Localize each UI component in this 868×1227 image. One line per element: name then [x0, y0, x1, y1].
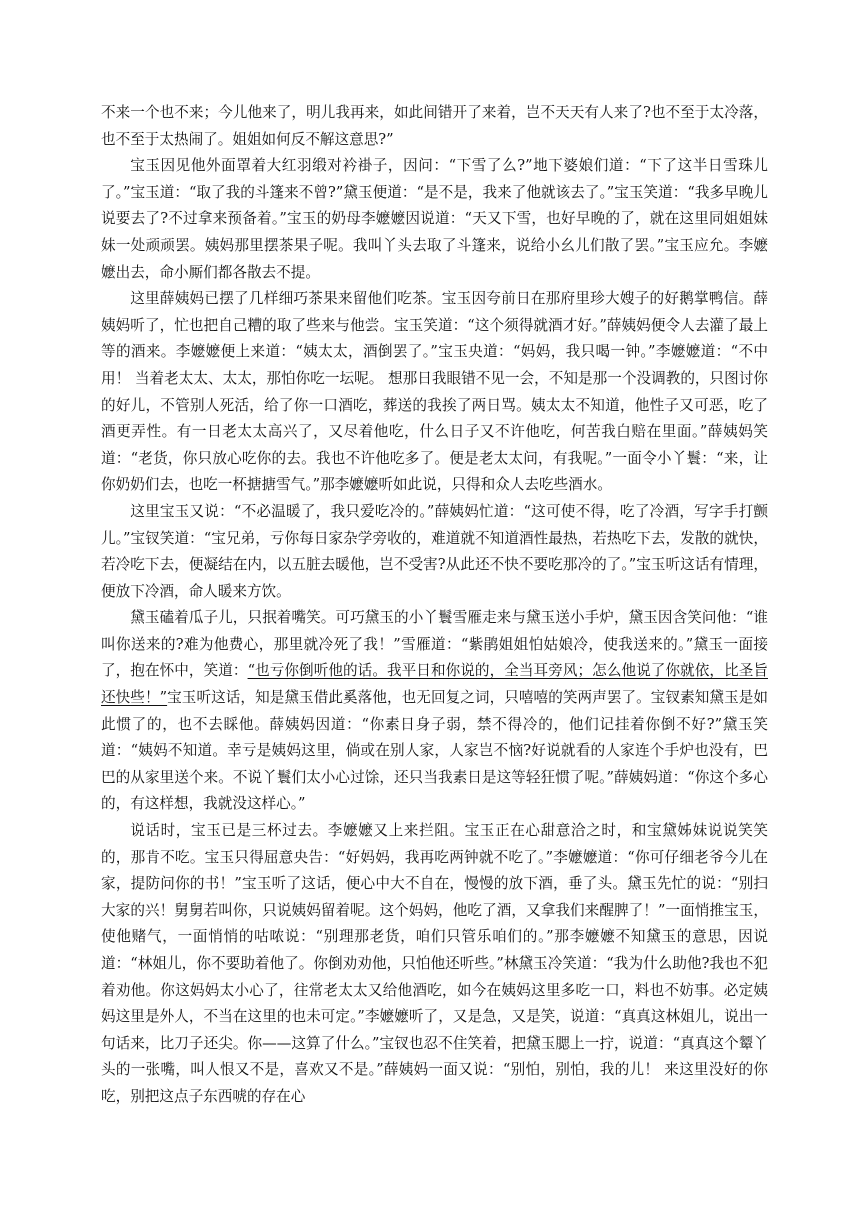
underlined-quote: “也亏你倒听他的话。我平日和你说的，全当耳旁风；怎么他说了你就依，比圣旨还快些！” [101, 662, 768, 707]
text-run: 说话时，宝玉已是三杯过去。李嬷嬷又上来拦阻。宝玉正在心甜意洽之时，和宝黛姊妹说说笑笑的，那肯不吃。宝玉只得屈意央告：“好妈妈，我再吃两钟就不吃了。”李嬷嬷道：“你可仔细老爷今儿在家，提防问你的书！”宝玉听了这话，便心中大不自在，慢慢的放下酒，垂了头。黛玉先忙的说：“别扫大家的兴！舅舅若叫你，只说姨妈留着呢。这个妈妈，他吃了酒，又拿我们来醒脾了！”一面悄推宝玉，使他赌气，一面悄悄的咕哝说：“别理那老货，咱们只管乐咱们的。”那李嬷嬷不知黛玉的意思，因说道：“林姐儿，你不要助着他了。你倒劝劝他，只怕他还听些。”林黛玉冷笑道：“我为什么助他?我也不犯着劝他。你这妈妈太小心了，往常老太太又给他酒吃，如今在姨妈这里多吃一口，料也不妨事。必定姨妈这里是外人，不当在这里的也未可定。”李嬷嬷听了，又是急，又是笑，说道：“真真这林姐儿，说出一句话来，比刀子还尖。你——这算了什么。”宝钗也忍不住笑着，把黛玉腮上一拧，说道：“真真这个颦丫头的一张嘴，叫人恨又不是，喜欢又不是。”薛姨妈一面又说：“别怕，别怕，我的儿！ 来这里没好的你吃，别把这点子东西唬的存在心 [101, 822, 768, 1105]
paragraph [101, 499, 768, 605]
paragraph [101, 286, 768, 499]
text-run: 这里薛姨妈已摆了几样细巧茶果来留他们吃茶。宝玉因夸前日在那府里珍大嫂子的好鹅掌鸭信。薛姨妈听了，忙也把自己糟的取了些来与他尝。宝玉笑道：“这个须得就酒才好。”薛姨妈便令人去灌了最上等的酒来。李嬷嬷便上来道：“姨太太，酒倒罢了。”宝玉央道：“妈妈，我只喝一钟。”李嬷嬷道：“不中用！ 当着老太太、太太，那怕你吃一坛呢。 想那日我眼错不见一会，不知是那一个没调教的，只图讨你的好儿，不管别人死活，给了你一口酒吃，葬送的我挨了两日骂。姨太太不知道，他性子又可恶，吃了酒更弄性。有一日老太太高兴了，又尽着他吃，什么日子又不许他吃，何苦我白赔在里面。”薛姨妈笑道：“老货，你只放心吃你的去。我也不许他吃多了。便是老太太问，有我呢。”一面令小丫鬟：“来，让你奶奶们去，也吃一杯搪搪雪气。”那李嬷嬷听如此说，只得和众人去吃些酒水。 [101, 290, 768, 494]
paragraph [101, 153, 768, 286]
paragraph [101, 818, 768, 1111]
text-run: 这里宝玉又说：“不必温暖了，我只爱吃冷的。”薛姨妈忙道：“这可使不得，吃了冷酒，写字手打颤儿。”宝钗笑道：“宝兄弟，亏你每日家杂学旁收的，难道就不知道酒性最热，若热吃下去，发散的就快，若冷吃下去，便凝结在内，以五脏去暖他，岂不受害?从此还不快不要吃那冷的了。”宝玉听这话有情理，便放下冷酒，命人暖来方饮。 [101, 502, 768, 600]
body-text [101, 100, 768, 1111]
text-run: 宝玉因见他外面罩着大红羽缎对衿褂子，因问：“下雪了么?”地下婆娘们道：“下了这半日雪珠儿了。”宝玉道：“取了我的斗篷来不曾?”黛玉便道：“是不是，我来了他就该去了。”宝玉笑道：“我多早晚儿说要去了?不过拿来预备着。”宝玉的奶母李嬷嬷因说道：“天又下雪，也好早晚的了，就在这里同姐姐妹妹一处顽顽罢。姨妈那里摆茶果子呢。我叫丫头去取了斗篷来，说给小幺儿们散了罢。”宝玉应允。李嬷嬷出去，命小厮们都各散去不提。 [101, 157, 768, 281]
text-run: 不来一个也不来；今儿他来了，明儿我再来，如此间错开了来着，岂不天天有人来了?也不至于太冷落，也不至于太热闹了。姐姐如何反不解这意思?” [101, 104, 768, 148]
text-run: 宝玉听这话，知是黛玉借此奚落他，也无回复之词，只嘻嘻的笑两声罢了。宝钗素知黛玉是如此惯了的，也不去睬他。薛姨妈因道：“你素日身子弱，禁不得冷的，他们记挂着你倒不好?”黛玉笑道：“姨妈不知道。幸亏是姨妈这里，倘或在别人家，人家岂不恼?好说就看的人家连个手炉也没有，巴巴的从家里送个来。不说丫鬟们太小心过馀，还只当我素日是这等轻狂惯了呢。”薛姨妈道：“你这个多心的，有这样想，我就没这样心。” [101, 689, 768, 813]
paragraph [101, 100, 768, 153]
paragraph [101, 605, 768, 818]
text-run: 黛玉磕着瓜子儿，只抿着嘴笑。可巧黛玉的小丫鬟雪雁走来与黛玉送小手炉，黛玉因含笑问他：“谁叫你送来的?难为他费心，那里就冷死了我！”雪雁道：“紫鹃姐姐怕姑娘冷，使我送来的。”黛玉一面接了，抱在怀中，笑道： [101, 609, 768, 680]
